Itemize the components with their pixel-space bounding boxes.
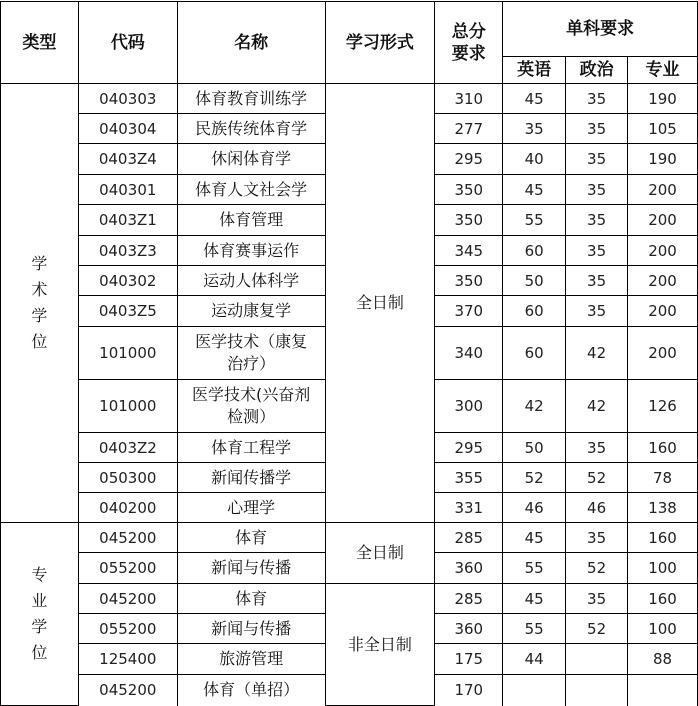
cell-name-line: 体育工程学: [211, 437, 292, 457]
cell-code: 040303: [78, 84, 177, 114]
cell-major: 200: [628, 296, 698, 327]
header-code: 代码: [78, 2, 177, 84]
cell-english: 60: [503, 327, 566, 380]
header-politics: 政治: [566, 57, 628, 84]
cell-total-score: 345: [435, 236, 503, 266]
group-char: 学: [31, 254, 48, 273]
cell-total-score: 360: [435, 614, 503, 644]
cell-major: 200: [628, 205, 698, 236]
header-type: 类型: [1, 2, 79, 84]
cell-english: 55: [503, 614, 566, 644]
cell-politics: 35: [566, 296, 628, 327]
cell-code: 040301: [78, 175, 177, 205]
cell-politics: 35: [566, 144, 628, 175]
cell-total-score: 331: [435, 493, 503, 523]
header-single-subject: 单科要求: [503, 2, 698, 57]
cell-name: [177, 380, 325, 433]
cell-name: [177, 675, 325, 706]
group-char: 位: [31, 332, 48, 351]
cell-name-line: 民族传统体育学: [195, 118, 308, 138]
header-study-mode: 学习形式: [325, 2, 435, 84]
cell-politics: 35: [566, 175, 628, 205]
cell-politics: 35: [566, 114, 628, 144]
cell-english: 52: [503, 463, 566, 493]
cell-name: [177, 644, 325, 675]
cell-politics: [566, 644, 628, 675]
cell-politics: 46: [566, 493, 628, 523]
cell-mode-parttime: 非全日制: [325, 584, 435, 706]
group-char: 专: [31, 565, 48, 584]
cell-code: 045200: [78, 675, 177, 706]
cell-name: [177, 523, 325, 553]
cell-code: 0403Z3: [78, 236, 177, 266]
cell-name: [177, 205, 325, 236]
cell-total-score: 295: [435, 144, 503, 175]
header-total-score: [435, 2, 503, 84]
cell-code: 0403Z5: [78, 296, 177, 327]
cell-politics: 35: [566, 236, 628, 266]
group-label-academic: [1, 84, 79, 523]
cell-english: 50: [503, 433, 566, 463]
cell-politics: 35: [566, 266, 628, 296]
cell-name: [177, 84, 325, 114]
cell-name-line: 体育: [235, 588, 268, 608]
cell-total-score: 340: [435, 327, 503, 380]
admission-score-table: [0, 1, 698, 706]
cell-english: 45: [503, 523, 566, 553]
table-row: [1, 584, 698, 614]
cell-name: [177, 584, 325, 614]
cell-total-score: 350: [435, 175, 503, 205]
cell-name: [177, 553, 325, 584]
cell-name-line: 运动康复学: [211, 301, 292, 320]
cell-english: 35: [503, 114, 566, 144]
cell-politics: [566, 675, 628, 706]
cell-name: [177, 463, 325, 493]
cell-name: [177, 327, 325, 380]
cell-name: [177, 236, 325, 266]
cell-name: [177, 614, 325, 644]
cell-name-line: 新闻与传播: [211, 558, 292, 577]
cell-total-score: 350: [435, 205, 503, 236]
cell-total-score: 360: [435, 553, 503, 584]
header-total-line1: 总分: [451, 21, 486, 42]
group-char: 学: [31, 306, 48, 325]
cell-major: 190: [628, 144, 698, 175]
cell-english: 50: [503, 266, 566, 296]
cell-name: [177, 175, 325, 205]
cell-politics: 35: [566, 205, 628, 236]
cell-name-line: 检测）: [227, 407, 276, 426]
cell-total-score: 295: [435, 433, 503, 463]
cell-politics: 35: [566, 433, 628, 463]
cell-politics: 52: [566, 463, 628, 493]
cell-total-score: 310: [435, 84, 503, 114]
cell-code: 055200: [78, 553, 177, 584]
cell-name: [177, 114, 325, 144]
cell-name-line: 旅游管理: [219, 649, 284, 668]
cell-major: 100: [628, 614, 698, 644]
cell-name-line: 医学技术(兴奋剂: [192, 385, 311, 404]
cell-mode-fulltime: 全日制: [325, 523, 435, 584]
cell-politics: 42: [566, 380, 628, 433]
table-row: [1, 84, 698, 114]
cell-code: 050300: [78, 463, 177, 493]
cell-major: 160: [628, 584, 698, 614]
group-char: 业: [31, 591, 48, 610]
cell-major: 190: [628, 84, 698, 114]
cell-code: 045200: [78, 584, 177, 614]
cell-name-line: 新闻与传播: [211, 618, 292, 638]
cell-major: 200: [628, 175, 698, 205]
cell-english: 40: [503, 144, 566, 175]
cell-name-line: 体育管理: [219, 210, 284, 229]
cell-code: 0403Z2: [78, 433, 177, 463]
cell-english: [503, 675, 566, 706]
cell-total-score: 285: [435, 584, 503, 614]
cell-name-line: 体育（单招）: [203, 680, 300, 700]
cell-code: 101000: [78, 380, 177, 433]
cell-code: 040304: [78, 114, 177, 144]
cell-major: 160: [628, 523, 698, 553]
cell-name-line: 医学技术（康复: [195, 332, 308, 351]
cell-total-score: 355: [435, 463, 503, 493]
header-english: 英语: [503, 57, 566, 84]
cell-code: 040200: [78, 493, 177, 523]
cell-total-score: 285: [435, 523, 503, 553]
cell-name: [177, 493, 325, 523]
cell-code: 101000: [78, 327, 177, 380]
cell-politics: 35: [566, 523, 628, 553]
cell-total-score: 277: [435, 114, 503, 144]
cell-code: 0403Z1: [78, 205, 177, 236]
table-row: [1, 523, 698, 553]
cell-major: 200: [628, 266, 698, 296]
cell-name: [177, 266, 325, 296]
cell-code: 045200: [78, 523, 177, 553]
cell-politics: 35: [566, 84, 628, 114]
cell-politics: 42: [566, 327, 628, 380]
cell-total-score: 170: [435, 675, 503, 706]
cell-english: 45: [503, 175, 566, 205]
cell-major: 138: [628, 493, 698, 523]
cell-mode-fulltime: 全日制: [325, 84, 435, 523]
cell-english: 44: [503, 644, 566, 675]
header-name: 名称: [177, 2, 325, 84]
cell-english: 46: [503, 493, 566, 523]
cell-total-score: 350: [435, 266, 503, 296]
cell-major: 88: [628, 644, 698, 675]
cell-name-line: 运动人体科学: [203, 270, 300, 290]
cell-name-line: 体育赛事运作: [203, 240, 300, 260]
cell-major: 200: [628, 236, 698, 266]
cell-major: 160: [628, 433, 698, 463]
cell-major: [628, 675, 698, 706]
cell-name-line: 新闻传播学: [211, 467, 292, 487]
cell-total-score: 175: [435, 644, 503, 675]
cell-code: 125400: [78, 644, 177, 675]
cell-politics: 35: [566, 584, 628, 614]
header-major: 专业: [628, 57, 698, 84]
cell-name-line: 治疗）: [227, 354, 276, 373]
cell-code: 0403Z4: [78, 144, 177, 175]
cell-name: [177, 144, 325, 175]
cell-name-line: 体育教育训练学: [195, 88, 308, 108]
cell-english: 45: [503, 84, 566, 114]
group-char: 术: [31, 280, 48, 299]
cell-major: 200: [628, 327, 698, 380]
cell-english: 55: [503, 553, 566, 584]
cell-code: 055200: [78, 614, 177, 644]
cell-politics: 52: [566, 553, 628, 584]
group-label-professional: [1, 523, 79, 706]
cell-major: 105: [628, 114, 698, 144]
cell-name-line: 心理学: [227, 497, 276, 517]
cell-english: 60: [503, 236, 566, 266]
group-char: 位: [31, 643, 48, 662]
cell-english: 60: [503, 296, 566, 327]
cell-name: [177, 296, 325, 327]
cell-name-line: 体育: [235, 527, 268, 547]
cell-name-line: 体育人文社会学: [195, 179, 308, 199]
group-char: 学: [31, 617, 48, 636]
cell-total-score: 300: [435, 380, 503, 433]
cell-code: 040302: [78, 266, 177, 296]
cell-politics: 52: [566, 614, 628, 644]
table-body: [1, 84, 698, 706]
cell-major: 126: [628, 380, 698, 433]
cell-name: [177, 433, 325, 463]
cell-total-score: 370: [435, 296, 503, 327]
cell-major: 78: [628, 463, 698, 493]
cell-name-line: 休闲体育学: [211, 149, 292, 168]
cell-english: 45: [503, 584, 566, 614]
cell-major: 100: [628, 553, 698, 584]
cell-english: 42: [503, 380, 566, 433]
header-total-line2: 要求: [451, 43, 486, 64]
cell-english: 55: [503, 205, 566, 236]
